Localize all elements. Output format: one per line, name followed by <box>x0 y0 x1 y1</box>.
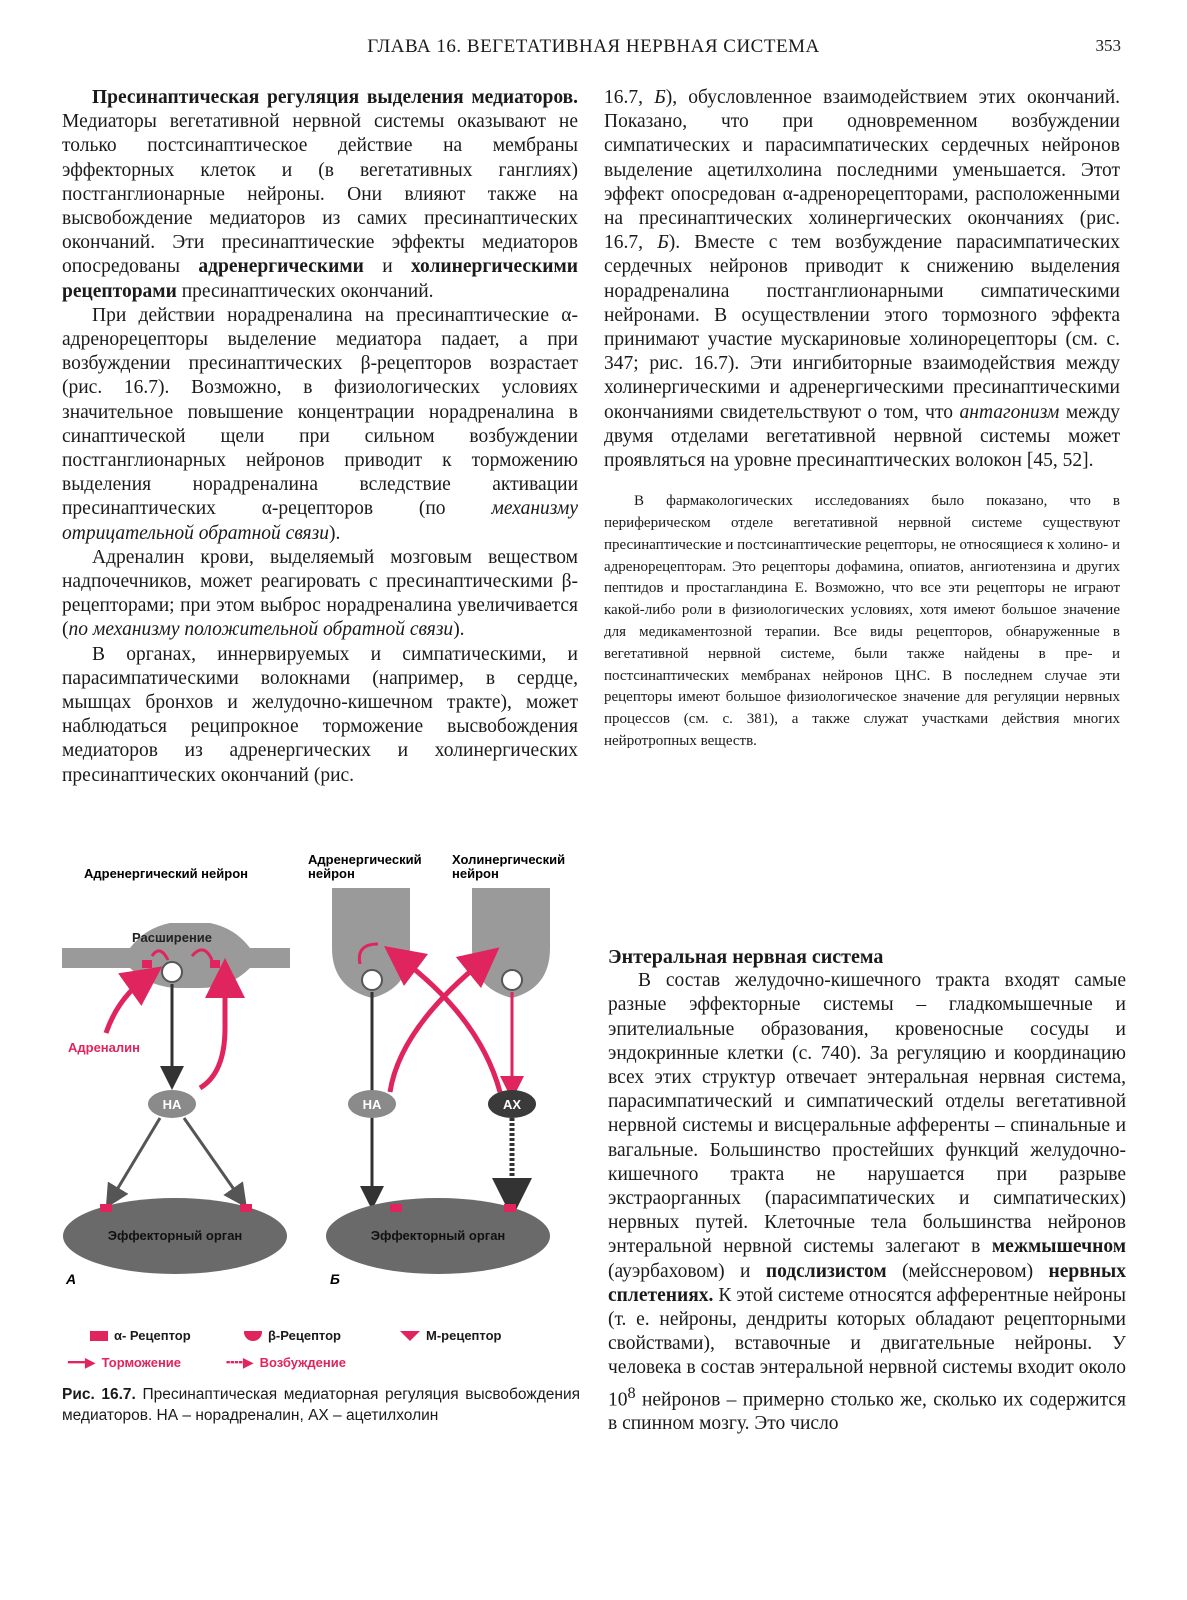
label-b-adrenergic-1: Адренергический <box>308 852 422 867</box>
right-column-bottom <box>608 945 1126 1437</box>
legend-excitation-label: Возбуждение <box>259 1355 346 1370</box>
label-b-cholinergic-2: нейрон <box>452 866 499 881</box>
label-a-neuron: Адренергический нейрон <box>84 866 248 881</box>
paragraph-lead-bold: Пресинаптическая регуляция выделения медиаторов. <box>92 87 578 108</box>
label-panel-b: Б <box>330 1271 340 1287</box>
text-run: ). Вместе с тем возбуждение парасимпатических сердечных нейронов приводит к снижению выделения норадреналина постганглионарными симпатическими нейронами. В осуществлении этого тормозного эффекта принимают участие мускариновые холинорецепторы (см. с. 347; рис. 16.7). Эти ингибиторные взаимодействия между холинергическими и адренергическими пресинаптическими окончаниями свидетельствуют о том, что <box>604 232 1120 423</box>
italic-term: по механизму положительной обратной связи <box>68 619 454 641</box>
text-run: нейронов – примерно столько же, сколько их содержится в спинном мозгу. Это число <box>608 1389 1126 1435</box>
superscript: 8 <box>627 1383 636 1402</box>
chapter-title: ГЛАВА 16. ВЕГЕТАТИВНАЯ НЕРВНАЯ СИСТЕМА <box>367 36 820 57</box>
beta-receptor-mark <box>210 960 220 968</box>
legend-inhibition-label: Торможение <box>101 1355 182 1370</box>
label-effector-a: Эффекторный орган <box>107 1228 243 1243</box>
italic-term: Б <box>654 87 666 108</box>
paragraph-enteric <box>608 969 1126 1436</box>
small-print-note: В фармакологических исследованиях было показано, что в периферическом отделе вегетативной нервной системе существуют пресинаптические и постсинаптические рецепторы, не относящиеся к холино- и адренорецепторам. Это рецепторы дофамина, опиатов, ангиотензина и других пептидов и простагландина Е. Возможно, что все эти рецепторы не играют какой-либо роли в физиологических условиях, хотя имеют большое значение для медикаментозной терапии. Все виды рецепторов, обнаруженные в вегетативной нервной системе, были также найдены в пре- и постсинаптических мембранах нейронов ЦНС. В последнем случае эти рецепторы имеют большое физиологическое значение для регуляции нервных процессов (см. с. 381), а также служат участками действия многих нейротропных веществ. <box>604 493 1120 750</box>
label-ach: АХ <box>502 1097 522 1112</box>
legend-m-label: М-рецептор <box>426 1328 502 1343</box>
text-run: пресинаптических окончаний. <box>181 280 434 302</box>
caption-label: Рис. 16.7. <box>62 1386 136 1403</box>
left-column <box>62 86 578 788</box>
legend-excitation <box>226 1354 346 1371</box>
text-run: ). <box>328 522 341 544</box>
legend-inhibition <box>68 1354 181 1371</box>
text-run: ). <box>453 619 465 641</box>
na-arrow-right <box>184 1118 240 1198</box>
m-receptor-mark <box>504 1204 516 1212</box>
section-heading: Энтеральная нервная система <box>608 946 884 968</box>
right-column-top <box>604 86 1120 753</box>
feedback-arrow <box>200 978 225 1088</box>
text-run: Медиаторы вегетативной нервной системы оказывают не только постсинаптическое действие на мембраны эффекторных клеток и (в вегетативных ганглиях) постганглионарные нейроны. Они влияют также на высвобождение медиаторов из самих пресинаптических окончаний. Эти пресинаптические эффекты медиаторов опосредованы <box>62 111 578 278</box>
alpha-receptor-swatch <box>90 1331 108 1341</box>
label-b-cholinergic-1: Холинергический <box>452 852 566 867</box>
figure-diagram <box>60 848 585 1318</box>
label-effector-b: Эффекторный орган <box>370 1228 506 1243</box>
vesicle <box>502 970 522 990</box>
bold-term: нервных сплетениях. <box>608 1260 1127 1306</box>
paragraph-continuation <box>604 86 1120 473</box>
legend-m <box>400 1328 501 1343</box>
legend-alpha <box>90 1328 191 1343</box>
italic-term: Б <box>657 232 669 254</box>
beta-receptor-mark <box>240 1204 252 1212</box>
beta-receptor-mark <box>390 1204 402 1212</box>
figure-caption <box>62 1384 580 1426</box>
text-run: Адреналин крови, выделяемый мозговым веществом надпочечников, может реагировать с пресинаптическими β-рецепторами; при этом выброс норадреналина увеличивается ( <box>62 546 578 641</box>
label-expansion: Расширение <box>131 930 213 945</box>
na-arrow-left <box>112 1118 160 1198</box>
label-na-a: НА <box>162 1097 182 1112</box>
text-run: (ауэрбаховом) и <box>608 1260 751 1282</box>
m-receptor-swatch <box>400 1331 420 1341</box>
legend-beta-label: β-Рецептор <box>268 1328 341 1343</box>
text-run: и <box>382 256 393 278</box>
text-run: При действии норадреналина на пресинаптические α-адренорецепторы выделение медиатора падает, а при возбуждении пресинаптических β-рецепторов возрастает (рис. 16.7). Возможно, в физиологических условиях значительное повышение концентрации норадреналина в синаптической щели при сильном возбуждении постганглионарных нейронов приводит к торможению выделения норадреналина вследствие активации пресинаптических α-рецепторов (по <box>62 304 578 520</box>
label-adrenaline: Адреналин <box>68 1040 140 1055</box>
caption-text: Пресинаптическая медиаторная регуляция высвобождения медиаторов. НА – норадреналин, АХ – ацетилхолин <box>62 1386 581 1424</box>
italic-term: антагонизм <box>959 401 1060 423</box>
bold-term: холинергическими рецепторами <box>62 256 578 302</box>
label-panel-a: А <box>66 1271 77 1287</box>
text-run: ), обусловленное взаимодействием этих окончаний. Показано, что при одновременном возбуждении симпатических и парасимпатических сердечных нейронов выделение ацетилхолина последними уменьшается. Этот эффект опосредован α-адренорецепторами, расположенными на пресинаптических холинергических окончаниях (рис. 16.7, <box>604 87 1121 254</box>
paragraph-organs: В органах, иннервируемых и симпатическими, и парасимпатическими волокнами (например, в сердце, мышцах бронхов и желудочно-кишечном тракте), может наблюдаться реципрокное торможение высвобождения медиаторов из адренергических и холинергических пресинаптических окончаний (рис. <box>62 643 578 786</box>
label-na-b: НА <box>362 1097 382 1112</box>
paragraph-noradrenaline <box>62 304 578 546</box>
text-run: К этой системе относятся афферентные нейроны (т. е. нейроны, дендриты которых обладают рецепторными свойствами), вставочные и двигательные нейроны. У человека в состав энтеральной нервной системы входит около 10 <box>608 1284 1126 1411</box>
page-header <box>0 36 1187 60</box>
text-run: В состав желудочно-кишечного тракта входят самые разные эффекторные системы – гладкомышечные и эпителиальные образования, кровеносные сосуды и эндокринные клетки (с. 740). За регуляцию и координацию всех этих структур отвечает энтеральная нервная система, парасимпатический и симпатический отделы вегетативной нервной системы и висцеральные афференты – спинальные и вагальные. Большинство простейших функций желудочно-кишечного тракта не нарушается при разрыве экстраорганных (парасимпатических и симпатических) нервных путей. Клеточные тела большинства нейронов энтеральной нервной системы залегают в <box>608 970 1126 1258</box>
bold-term: межмышечном <box>991 1236 1126 1258</box>
figure-16-7 <box>60 848 585 1318</box>
text-run: 16.7, <box>604 87 643 108</box>
italic-term: механизму отрицательной обратной связи <box>62 498 579 544</box>
page-number: 353 <box>1095 36 1121 55</box>
alpha-receptor-mark <box>100 1204 112 1212</box>
solid-arrow-icon: ━━▶ <box>68 1354 96 1370</box>
text-run: между двумя отделами вегетативной нервной системы может проявляться на уровне пресинаптических волокон [45, 52]. <box>604 401 1121 472</box>
vesicle <box>362 970 382 990</box>
bold-term: адренергическими <box>198 256 364 278</box>
bold-term: подслизистом <box>765 1260 887 1282</box>
paragraph-adrenaline <box>62 546 578 643</box>
paragraph-presynaptic-regulation <box>62 86 578 304</box>
beta-receptor-swatch <box>244 1331 262 1341</box>
alpha-receptor-mark <box>142 960 152 968</box>
text-run: (мейсснеровом) <box>902 1260 1034 1282</box>
legend-alpha-label: α- Рецептор <box>114 1328 191 1343</box>
adrenaline-arrow <box>106 978 146 1033</box>
dashed-arrow-icon: ╍╍▶ <box>226 1354 254 1370</box>
legend-beta <box>244 1328 341 1343</box>
vesicle <box>162 962 182 982</box>
label-b-adrenergic-2: нейрон <box>308 866 355 881</box>
figure-legend <box>68 1328 590 1378</box>
